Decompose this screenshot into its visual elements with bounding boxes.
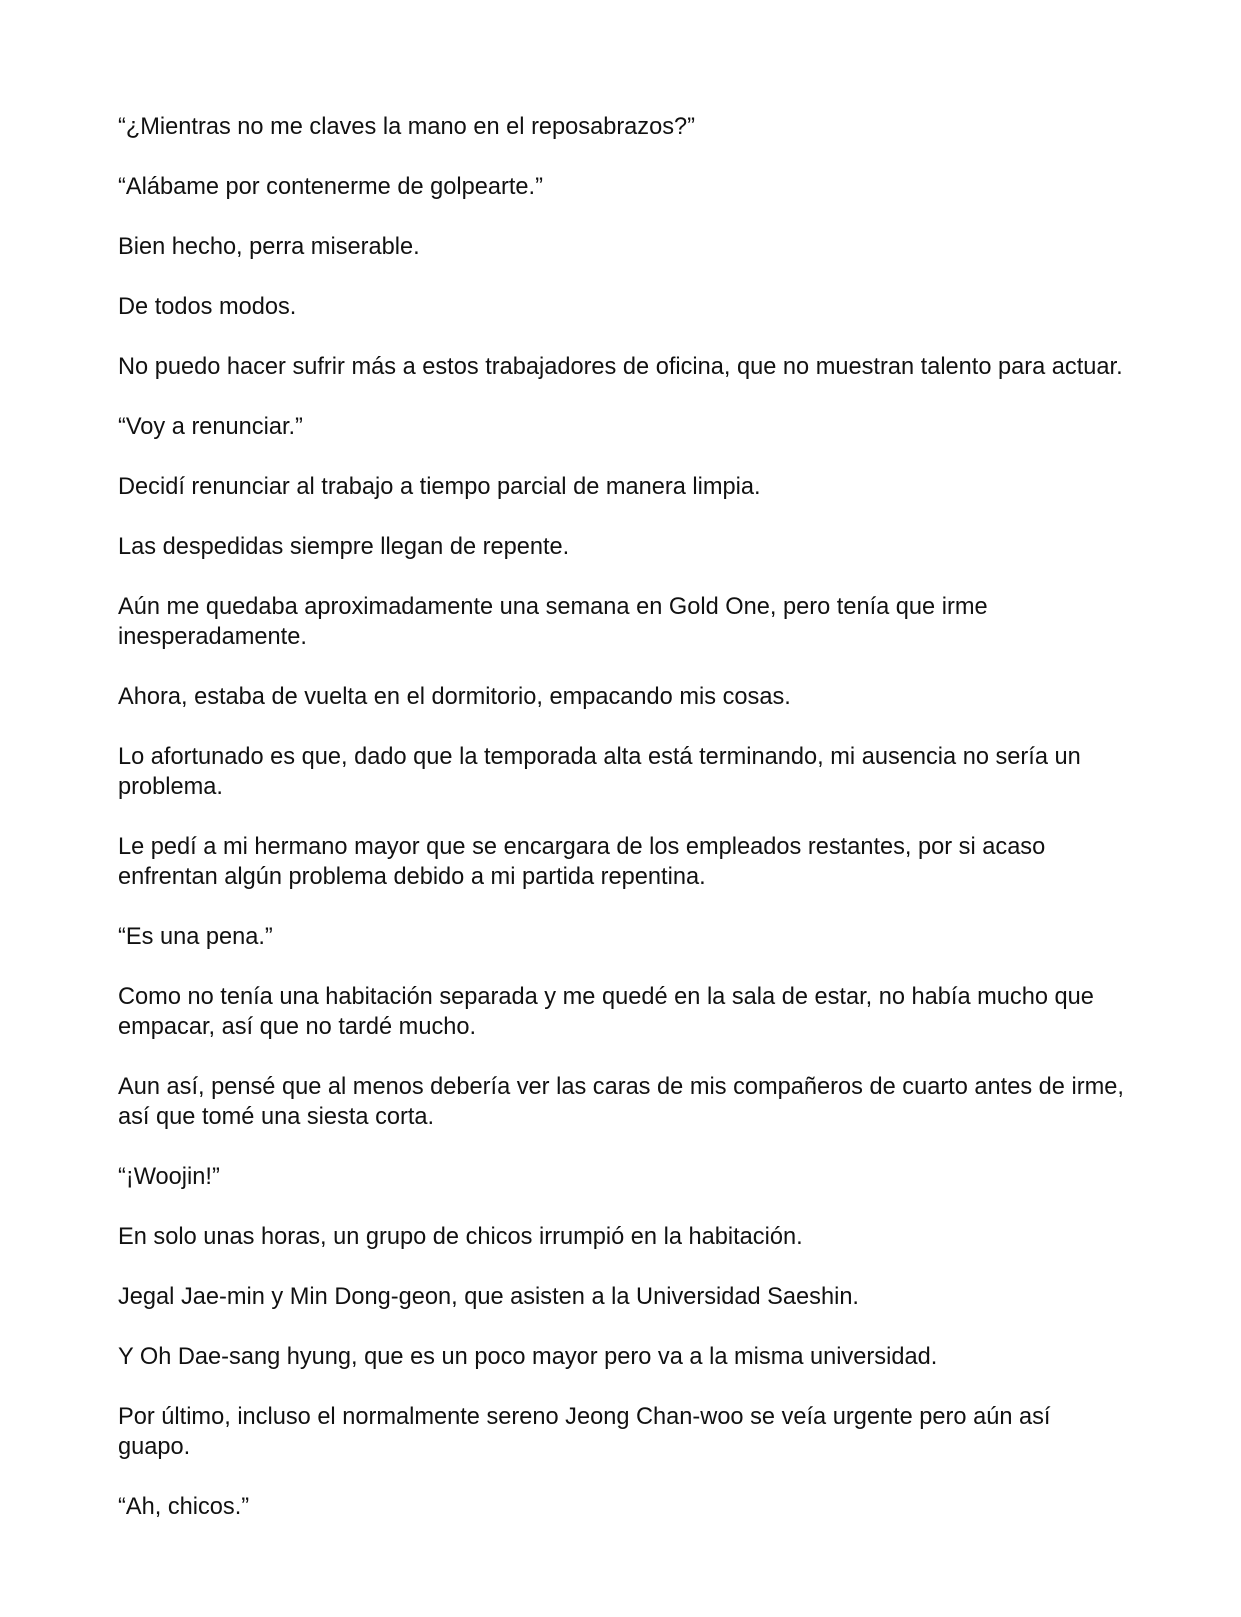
paragraph: Jegal Jae-min y Min Dong-geon, que asisten a la Universidad Saeshin. — [118, 1284, 859, 1310]
paragraph: “¡Woojin!” — [118, 1164, 220, 1190]
paragraph: “Alábame por contenerme de golpearte.” — [118, 174, 543, 200]
paragraph: Aun así, pensé que al menos debería ver las caras de mis compañeros de cuarto antes de irme, así que tomé una siesta corta. — [118, 1074, 1124, 1130]
paragraph: “Es una pena.” — [118, 924, 273, 950]
paragraph: En solo unas horas, un grupo de chicos irrumpió en la habitación. — [118, 1224, 803, 1250]
paragraph: “Voy a renunciar.” — [118, 414, 303, 440]
paragraph: De todos modos. — [118, 294, 297, 320]
document-body — [118, 112, 1128, 1552]
paragraph: Bien hecho, perra miserable. — [118, 234, 420, 260]
paragraph: Decidí renunciar al trabajo a tiempo parcial de manera limpia. — [118, 474, 761, 500]
paragraph: “¿Mientras no me claves la mano en el reposabrazos?” — [118, 114, 695, 140]
paragraph: No puedo hacer sufrir más a estos trabajadores de oficina, que no muestran talento para actuar. — [118, 354, 1123, 380]
paragraph: Y Oh Dae-sang hyung, que es un poco mayor pero va a la misma universidad. — [118, 1344, 938, 1370]
paragraph: Por último, incluso el normalmente sereno Jeong Chan-woo se veía urgente pero aún así guapo. — [118, 1404, 1051, 1460]
paragraph: Aún me quedaba aproximadamente una semana en Gold One, pero tenía que irme inesperadamente. — [118, 594, 988, 650]
paragraph: Le pedí a mi hermano mayor que se encargara de los empleados restantes, por si acaso enfrentan algún problema debido a mi partida repentina. — [118, 834, 1046, 890]
paragraph: Las despedidas siempre llegan de repente. — [118, 534, 570, 560]
paragraph: Como no tenía una habitación separada y me quedé en la sala de estar, no había mucho que empacar, así que no tardé mucho. — [118, 984, 1094, 1040]
paragraph: Ahora, estaba de vuelta en el dormitorio, empacando mis cosas. — [118, 684, 791, 710]
paragraph: Lo afortunado es que, dado que la temporada alta está terminando, mi ausencia no sería un problema. — [118, 744, 1081, 800]
paragraph: “Ah, chicos.” — [118, 1494, 250, 1520]
